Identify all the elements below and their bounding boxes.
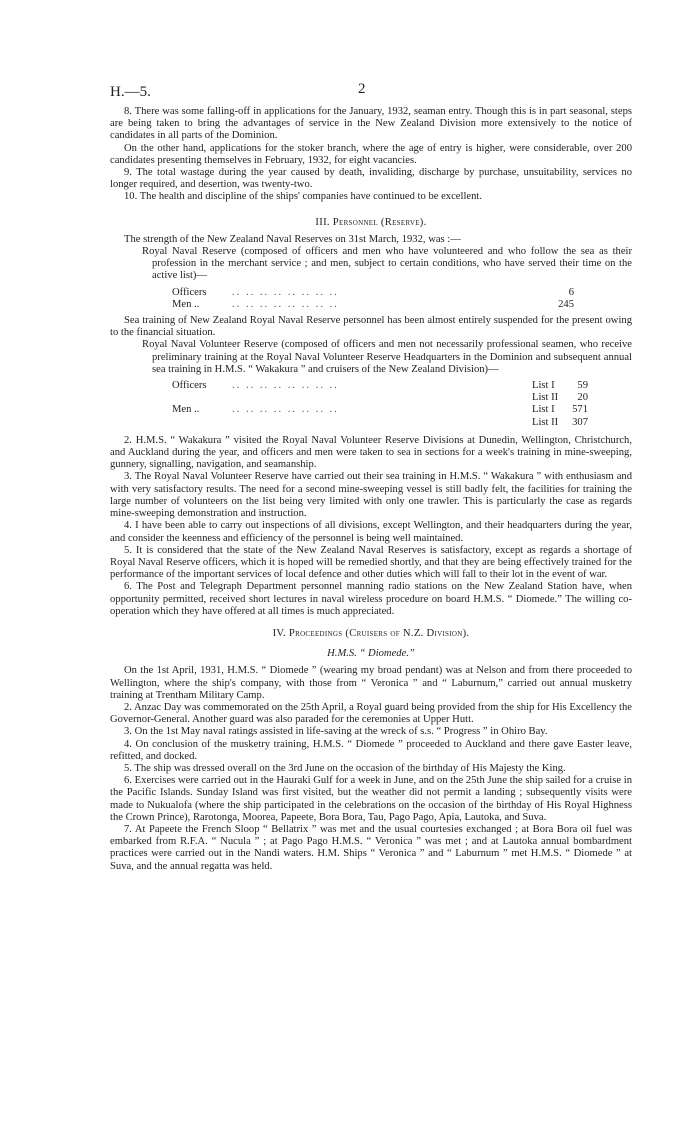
paragraph: 2. H.M.S. “ Wakakura ” visited the Royal Naval Volunteer Reserve Divisions at Dunedin, Wellington, Christchurch, and Auckland during the year, and officers and men were taken to sea in sections for a week's training in mine-sweeping, gunnery, signalling, navigation, and seamanship. bbox=[110, 434, 632, 471]
paragraph: On the other hand, applications for the stoker branch, where the age of entry is higher, were considerable, over 200 candidates presenting themselves in February, 1932, for eight vacancies. bbox=[110, 142, 632, 166]
leader-dots: .. .. .. .. .. .. .. .. bbox=[232, 298, 339, 310]
section-heading: III. Personnel (Reserve). bbox=[315, 216, 427, 228]
row-label: Men .. bbox=[172, 298, 200, 310]
leader-dots: .. .. .. .. .. .. .. .. bbox=[232, 404, 339, 416]
row-value: 571 bbox=[572, 404, 588, 416]
row-value: 20 bbox=[577, 392, 588, 404]
row-value: 6 bbox=[568, 286, 574, 298]
row-label: Officers bbox=[172, 380, 207, 392]
paragraph: 7. At Papeete the French Sloop “ Bellatrix ” was met and the usual courtesies exchanged ; at Bora Bora oil fuel was embarked from R.F.A. “ Nucula ” ; at Pago Pago H.M.S. “ Veronica ” was met ; and at Lautoka annual bombardment practices were carried out in the Nandi waters. H.M. Ships “ Veronica ” and “ Laburnum ” met H.M.S. “ Diomede ” at Suva, and the annual regatta was held. bbox=[110, 823, 632, 872]
rnr-strength-table bbox=[172, 287, 574, 311]
table-row bbox=[172, 299, 574, 311]
list-label: List II bbox=[532, 392, 559, 404]
paragraph: The strength of the New Zealand Naval Reserves on 31st March, 1932, was :— bbox=[124, 233, 461, 245]
row-value: 307 bbox=[572, 416, 588, 428]
paragraph: 5. It is considered that the state of the New Zealand Naval Reserves is satisfactory, except as regards a shortage of Royal Naval Reserve officers, which it is hoped will be remedied shortly, and that they are being effectively trained for the performance of the important services of local defence and other duties which will fall to their lot in the event of war. bbox=[110, 544, 632, 581]
reserve-description: Royal Naval Reserve (composed of officers and men who have volunteered and who follow the sea as their profession in the merchant service ; and men, subject to certain conditions, who have served their time on the active list)— bbox=[142, 246, 632, 282]
row-label: Men .. bbox=[172, 404, 200, 416]
section-heading: IV. Proceedings (Cruisers of N.Z. Division). bbox=[272, 627, 470, 639]
paragraph: 4. On conclusion of the musketry training, H.M.S. “ Diomede ” proceeded to Auckland and there gave Easter leave, refitted, and docked. bbox=[110, 738, 632, 762]
table-row bbox=[172, 404, 588, 416]
table-row bbox=[172, 417, 588, 429]
rnvr-strength-table bbox=[172, 380, 588, 429]
leader-dots: .. .. .. .. .. .. .. .. bbox=[232, 380, 339, 392]
row-label: Officers bbox=[172, 286, 207, 298]
reserve-description: Royal Naval Volunteer Reserve (composed of officers and men not necessarily professional seamen, who receive preliminary training at the Royal Naval Volunteer Reserve Headquarters in the Dominion and subsequent annual sea training in H.M.S. “ Wakakura ” and cruisers of the New Zealand Division)— bbox=[142, 339, 632, 375]
sub-heading: H.M.S. “ Diomede.” bbox=[327, 648, 415, 660]
row-value: 59 bbox=[577, 380, 588, 392]
page-number: 2 bbox=[358, 81, 366, 97]
paragraph: 9. The total wastage during the year caused by death, invaliding, discharge by purchase, unsuitability, services no longer required, and desertion, was twenty-two. bbox=[110, 167, 632, 191]
paragraph: 4. I have been able to carry out inspections of all divisions, except Wellington, and their headquarters during the year, and consider the keenness and efficiency of the personnel is being well maintained. bbox=[110, 520, 632, 544]
table-row bbox=[172, 287, 574, 299]
list-label: List I bbox=[532, 404, 555, 416]
paragraph: 3. The Royal Naval Volunteer Reserve have carried out their sea training in H.M.S. “ Wakakura ” with enthusiasm and with very satisfactory results. The need for a second mine-sweeping vessel is still badly felt, the facilities for training the large number of volunteers on the list being very limited with only one trawler. This is particularly the case as regards mine-sweeping demonstration and instruction. bbox=[110, 471, 632, 520]
document-reference: H.—5. bbox=[110, 84, 151, 100]
paragraph: 10. The health and discipline of the ships' companies have continued to be excellent. bbox=[124, 191, 482, 203]
paragraph: 5. The ship was dressed overall on the 3rd June on the occasion of the birthday of His Majesty the King. bbox=[124, 762, 566, 774]
document-body bbox=[110, 106, 632, 873]
paragraph: 6. The Post and Telegraph Department personnel manning radio stations on the New Zealand Station have, when opportunity permitted, received short lectures in naval wireless procedure on board H.M.S. “ Diomede.” The willing co-operation which they have offered at all times is much appreciated. bbox=[110, 581, 632, 617]
paragraph: 2. Anzac Day was commemorated on the 25th April, a Royal guard being provided from the ship for His Excellency the Governor-General. Another guard was also paraded for the ceremonies at Upper Hutt. bbox=[110, 701, 632, 726]
list-label: List I bbox=[532, 380, 555, 392]
paragraph: On the 1st April, 1931, H.M.S. “ Diomede ” (wearing my broad pendant) was at Nelson and from there proceeded to Wellington, where the ship's company, with those from “ Veronica ” and “ Laburnum,” carried out annual musketry training at Trentham Military Camp. bbox=[110, 665, 632, 701]
leader-dots: .. .. .. .. .. .. .. .. bbox=[232, 286, 339, 298]
paragraph: Sea training of New Zealand Royal Naval Reserve personnel has been almost entirely suspended for the present owing to the financial situation. bbox=[110, 315, 632, 339]
table-row bbox=[172, 380, 588, 392]
paragraph: 3. On the 1st May naval ratings assisted in life-saving at the wreck of s.s. “ Progress ” in Ohiro Bay. bbox=[124, 726, 548, 738]
paragraph: 6. Exercises were carried out in the Hauraki Gulf for a week in June, and on the 25th June the ship sailed for a cruise in the Pacific Islands. Sunday Island was first visited, but the weather did not permit a landing ; subsequently visits were made to Nukualofa (where the ship participated in the celebrations on the occasion of the birthday of His Royal Highness the Crown Prince), Rarotonga, Moorea, Papeete, Bora Bora, Tau, Pago Pago, Apia, Lautoka, and Suva. bbox=[110, 775, 632, 823]
table-row bbox=[172, 392, 588, 404]
paragraph: 8. There was some falling-off in applications for the January, 1932, seaman entry. Though this is in part seasonal, steps are being taken to bring the advantages of service in the New Zealand Division more extensively to the notice of candidates in all parts of the Dominion. bbox=[110, 106, 632, 142]
row-value: 245 bbox=[558, 298, 574, 310]
list-label: List II bbox=[532, 416, 559, 428]
